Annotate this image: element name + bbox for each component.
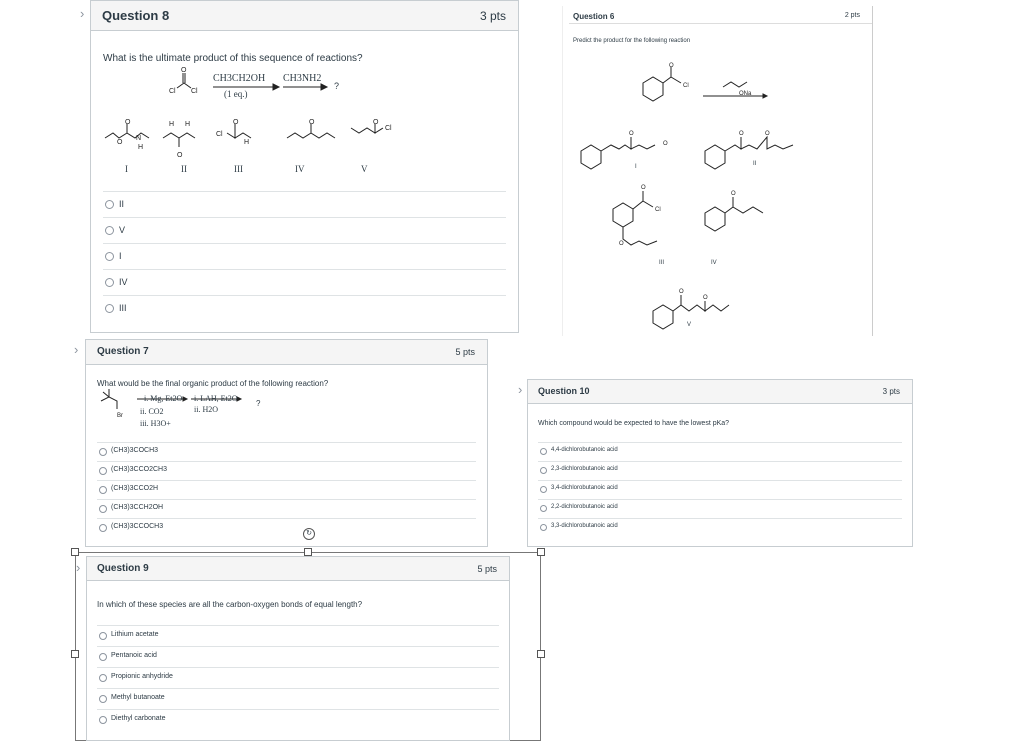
- radio-button[interactable]: [99, 653, 107, 661]
- svg-text:Cl: Cl: [683, 83, 689, 89]
- answer-option[interactable]: [103, 217, 506, 243]
- answer-label: Methyl butanoate: [111, 694, 165, 701]
- answer-label: IV: [119, 277, 128, 287]
- question-9-points: 5 pts: [477, 564, 497, 574]
- answer-option[interactable]: [103, 243, 506, 269]
- radio-button[interactable]: [99, 467, 107, 475]
- question-10-card: [527, 379, 913, 547]
- svg-text:O: O: [233, 119, 239, 126]
- question-7-prompt: What would be the final organic product of the following reaction?: [97, 379, 329, 388]
- svg-text:Br: Br: [117, 413, 123, 419]
- question-9-card: [86, 556, 510, 741]
- svg-text:O: O: [373, 119, 379, 126]
- svg-text:O: O: [629, 131, 634, 137]
- answer-label: 3,3-dichlorobutanoic acid: [551, 523, 618, 529]
- reagent-step-2a: i. LAH, Et2O: [194, 394, 238, 403]
- svg-text:O: O: [679, 289, 684, 295]
- structure-label-I: I: [635, 164, 637, 170]
- radio-button[interactable]: [105, 304, 114, 313]
- radio-button[interactable]: [540, 486, 547, 493]
- collapse-chevron-icon[interactable]: ›: [76, 560, 81, 575]
- radio-button[interactable]: [99, 505, 107, 513]
- structure-label-V: V: [687, 322, 692, 328]
- radio-button[interactable]: [540, 524, 547, 531]
- answer-label: Propionic anhydride: [111, 673, 173, 680]
- answer-label: 4,4-dichlorobutanoic acid: [551, 447, 618, 453]
- question-6-title: Question 6: [573, 12, 615, 21]
- resize-handle[interactable]: [71, 548, 79, 556]
- question-7-points: 5 pts: [455, 347, 475, 357]
- svg-text:O: O: [125, 119, 131, 126]
- reagent-ethanol-equiv: (1 eq.): [224, 89, 248, 99]
- radio-button[interactable]: [99, 632, 107, 640]
- radio-button[interactable]: [105, 226, 114, 235]
- svg-text:O: O: [181, 67, 187, 74]
- radio-button[interactable]: [99, 524, 107, 532]
- radio-button[interactable]: [99, 695, 107, 703]
- question-7-card: [85, 339, 488, 547]
- structure-label-III: III: [234, 164, 243, 174]
- resize-handle[interactable]: [71, 650, 79, 658]
- question-8-card: [90, 0, 519, 333]
- answer-label: Lithium acetate: [111, 631, 159, 638]
- answer-option[interactable]: [97, 646, 499, 667]
- radio-button[interactable]: [540, 467, 547, 474]
- structure-label-II: II: [181, 164, 187, 174]
- reagent-step-1c: iii. H3O+: [140, 419, 171, 428]
- answer-option[interactable]: [97, 667, 499, 688]
- answer-label: (CH3)3CCO2H: [111, 485, 159, 492]
- unknown-product-mark: ?: [256, 399, 261, 408]
- radio-button[interactable]: [99, 674, 107, 682]
- structure-label-IV: IV: [711, 260, 717, 266]
- answer-label: 2,2-dichlorobutanoic acid: [551, 504, 618, 510]
- svg-text:O: O: [177, 152, 183, 159]
- answer-option[interactable]: [538, 461, 902, 480]
- structure-label-I: I: [125, 164, 128, 174]
- answer-label: III: [119, 303, 127, 313]
- svg-text:O: O: [117, 139, 123, 146]
- answer-label: (CH3)3CCO2CH3: [111, 466, 168, 473]
- answer-option[interactable]: [103, 295, 506, 321]
- answer-label: (CH3)3CCH2OH: [111, 504, 164, 511]
- answer-option[interactable]: [97, 709, 499, 730]
- answer-option[interactable]: [97, 499, 476, 518]
- resize-handle[interactable]: [537, 650, 545, 658]
- svg-text:H: H: [244, 139, 250, 146]
- question-6-prompt: Predict the product for the following reaction: [573, 38, 691, 44]
- svg-text:ONa: ONa: [739, 91, 752, 97]
- answer-label: Pentanoic acid: [111, 652, 157, 659]
- answer-option[interactable]: [97, 518, 476, 537]
- svg-text:H: H: [138, 144, 144, 151]
- resize-handle[interactable]: [304, 548, 312, 556]
- answer-label: V: [119, 225, 126, 235]
- collapse-chevron-icon[interactable]: ›: [518, 382, 523, 397]
- question-9-title: Question 9: [97, 563, 149, 574]
- answer-label: Diethyl carbonate: [111, 715, 166, 722]
- reagent-step-1b: ii. CO2: [140, 407, 164, 416]
- radio-button[interactable]: [540, 448, 547, 455]
- answer-option[interactable]: [103, 191, 506, 217]
- reagent-ethanol: CH3CH2OH: [213, 73, 266, 84]
- svg-text:O: O: [309, 119, 315, 126]
- question-7-title: Question 7: [97, 346, 149, 357]
- answer-label: (CH3)3CCOCH3: [111, 523, 164, 530]
- svg-text:O: O: [619, 241, 624, 247]
- radio-button[interactable]: [105, 252, 114, 261]
- unknown-product-mark: ?: [334, 81, 340, 91]
- structure-label-V: V: [361, 164, 368, 174]
- structure-label-III: III: [659, 260, 665, 266]
- structure-label-IV: IV: [295, 164, 305, 174]
- rotate-handle-icon[interactable]: ↻: [303, 528, 315, 540]
- answer-option[interactable]: [97, 688, 499, 709]
- question-10-prompt: Which compound would be expected to have the lowest pKa?: [538, 420, 730, 427]
- svg-text:O: O: [703, 295, 708, 301]
- svg-text:Cl: Cl: [169, 88, 176, 95]
- question-6-points: 2 pts: [844, 12, 860, 19]
- answer-option[interactable]: [103, 269, 506, 295]
- answer-label: 3,4-dichlorobutanoic acid: [551, 485, 618, 491]
- radio-button[interactable]: [105, 278, 114, 287]
- answer-option[interactable]: [97, 480, 476, 499]
- reagent-methylamine: CH3NH2: [283, 73, 322, 84]
- question-8-prompt: What is the ultimate product of this sequence of reactions?: [103, 53, 363, 64]
- question-9-header: [87, 557, 509, 581]
- radio-button[interactable]: [540, 505, 547, 512]
- radio-button[interactable]: [99, 448, 107, 456]
- svg-text:O: O: [669, 63, 674, 69]
- radio-button[interactable]: [99, 486, 107, 494]
- structure-label-II: II: [753, 161, 757, 167]
- product-structures-q8: [101, 116, 401, 161]
- svg-text:H: H: [169, 121, 175, 128]
- question-8-title: Question 8: [102, 8, 170, 23]
- answer-label: II: [119, 199, 125, 209]
- answer-label: (CH3)3COCH3: [111, 447, 159, 454]
- question-6-card: [562, 6, 873, 336]
- svg-text:O: O: [739, 131, 744, 137]
- svg-text:Cl: Cl: [385, 125, 392, 132]
- answer-label: I: [119, 251, 122, 261]
- answer-option[interactable]: [538, 499, 902, 518]
- svg-text:O: O: [663, 141, 668, 147]
- svg-text:Cl: Cl: [216, 131, 223, 138]
- reagent-step-1a: i. Mg, Et2O: [144, 394, 183, 403]
- svg-text:Cl: Cl: [191, 88, 198, 95]
- question-7-header: [86, 340, 487, 365]
- answer-option[interactable]: [97, 625, 499, 646]
- svg-text:H: H: [185, 121, 191, 128]
- reaction-scheme-q6: [619, 61, 823, 321]
- answer-option[interactable]: [97, 442, 476, 461]
- answer-label: 2,3-dichlorobutanoic acid: [551, 466, 618, 472]
- question-8-points: 3 pts: [479, 9, 506, 23]
- collapse-chevron-icon[interactable]: ›: [80, 6, 85, 21]
- question-10-header: [528, 380, 912, 404]
- question-9-prompt: In which of these species are all the carbon-oxygen bonds of equal length?: [97, 600, 363, 609]
- radio-button[interactable]: [99, 716, 107, 724]
- answer-option[interactable]: [538, 518, 902, 537]
- svg-text:N: N: [136, 135, 142, 142]
- question-8-header: [91, 1, 518, 31]
- svg-text:O: O: [641, 185, 646, 191]
- question-10-points: 3 pts: [882, 387, 900, 396]
- answer-option[interactable]: [538, 442, 902, 461]
- resize-handle[interactable]: [537, 548, 545, 556]
- svg-text:Cl: Cl: [655, 207, 661, 213]
- reagent-step-2b: ii. H2O: [194, 405, 218, 414]
- question-10-title: Question 10: [538, 386, 590, 396]
- radio-button[interactable]: [105, 200, 114, 209]
- svg-text:O: O: [765, 131, 770, 137]
- svg-text:O: O: [731, 191, 736, 197]
- collapse-chevron-icon[interactable]: ›: [74, 342, 79, 357]
- answer-option[interactable]: [97, 461, 476, 480]
- answer-option[interactable]: [538, 480, 902, 499]
